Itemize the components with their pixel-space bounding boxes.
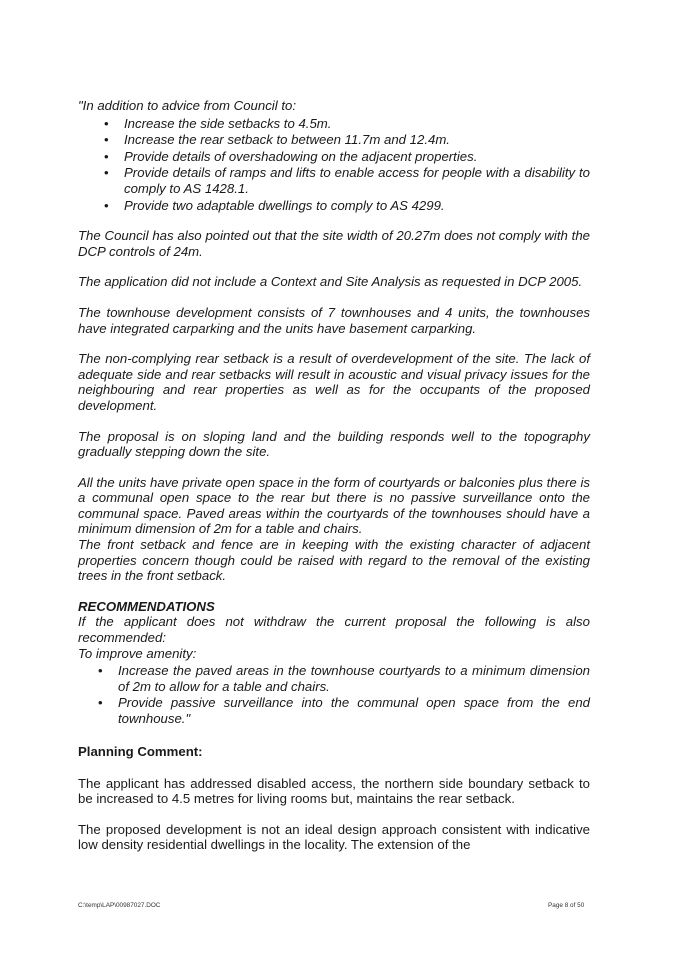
bullet-icon: • xyxy=(98,663,103,679)
recommendation-bullet-item: • Provide passive surveillance into the communal open space from the end townhouse." xyxy=(98,695,590,726)
footer-file-path: C:\temp\LAP\00987027.DOC xyxy=(78,902,161,909)
advice-bullet-item: • Provide two adaptable dwellings to comply to AS 4299. xyxy=(104,197,445,213)
advice-bullet-item: • Provide details of overshadowing on the adjacent properties. xyxy=(104,148,478,164)
front-setback-paragraph: The front setback and fence are in keeping with the existing character of adjacent properties concern though could be raised with regard to the removal of the existing trees in the front setback. xyxy=(78,537,590,584)
rear-setback-paragraph: The non-complying rear setback is a result of overdevelopment of the site. The lack of adequate side and rear setbacks will result in acoustic and visual privacy issues for the neighbouring and rear properties as well as for the occupants of the proposed development. xyxy=(78,351,590,413)
recommendation-bullet-list xyxy=(78,663,590,726)
document-body xyxy=(78,98,590,853)
bullet-icon: • xyxy=(104,115,109,131)
bullet-icon: • xyxy=(104,197,109,213)
advice-bullet-item: • Provide details of ramps and lifts to enable access for people with a disability to comply to AS 1428.1. xyxy=(104,165,590,196)
site-width-paragraph: The Council has also pointed out that the site width of 20.27m does not comply with the DCP controls of 24m. xyxy=(78,228,590,259)
quote-intro: "In addition to advice from Council to: xyxy=(78,98,296,113)
quoted-advice-section xyxy=(78,98,590,727)
advice-bullet-list xyxy=(78,116,590,214)
open-space-paragraph: All the units have private open space in the form of courtyards or balconies plus there is a communal open space to the rear but there is no passive surveillance onto the communal space. Paved areas within the courtyards of the townhouses should have a minimum dimension of 2m for a table and chairs. xyxy=(78,474,590,537)
sloping-land-paragraph: The proposal is on sloping land and the building responds well to the topography gradually stepping down the site. xyxy=(78,428,590,460)
bullet-icon: • xyxy=(98,695,103,711)
recommendations-heading: RECOMMENDATIONS xyxy=(78,598,215,614)
planning-paragraph-2: The proposed development is not an ideal design approach consistent with indicative low density residential dwellings in the locality. The extension of the xyxy=(78,821,590,853)
advice-bullet-item: • Increase the rear setback to between 11.7m and 12.4m. xyxy=(104,132,450,148)
townhouse-paragraph: The townhouse development consists of 7 townhouses and 4 units, the townhouses have integrated carparking and the units have basement carparking. xyxy=(78,304,590,336)
recommendations-intro: If the applicant does not withdraw the current proposal the following is also recommended: xyxy=(78,614,590,646)
advice-bullet-item: • Increase the side setbacks to 4.5m. xyxy=(104,115,332,131)
footer-page-number: Page 8 of 50 xyxy=(548,902,585,909)
bullet-icon: • xyxy=(104,165,109,181)
planning-comment-heading: Planning Comment: xyxy=(78,743,203,759)
bullet-icon: • xyxy=(104,132,109,148)
recommendation-bullet-item: • Increase the paved areas in the townhouse courtyards to a minimum dimension of 2m to allow for a table and chairs. xyxy=(98,663,590,694)
amenity-label: To improve amenity: xyxy=(78,645,197,661)
bullet-icon: • xyxy=(104,148,109,164)
planning-paragraph-1: The applicant has addressed disabled access, the northern side boundary setback to be increased to 4.5 metres for living rooms but, maintains the rear setback. xyxy=(78,775,590,807)
context-analysis-paragraph: The application did not include a Context and Site Analysis as requested in DCP 2005. xyxy=(78,274,583,290)
